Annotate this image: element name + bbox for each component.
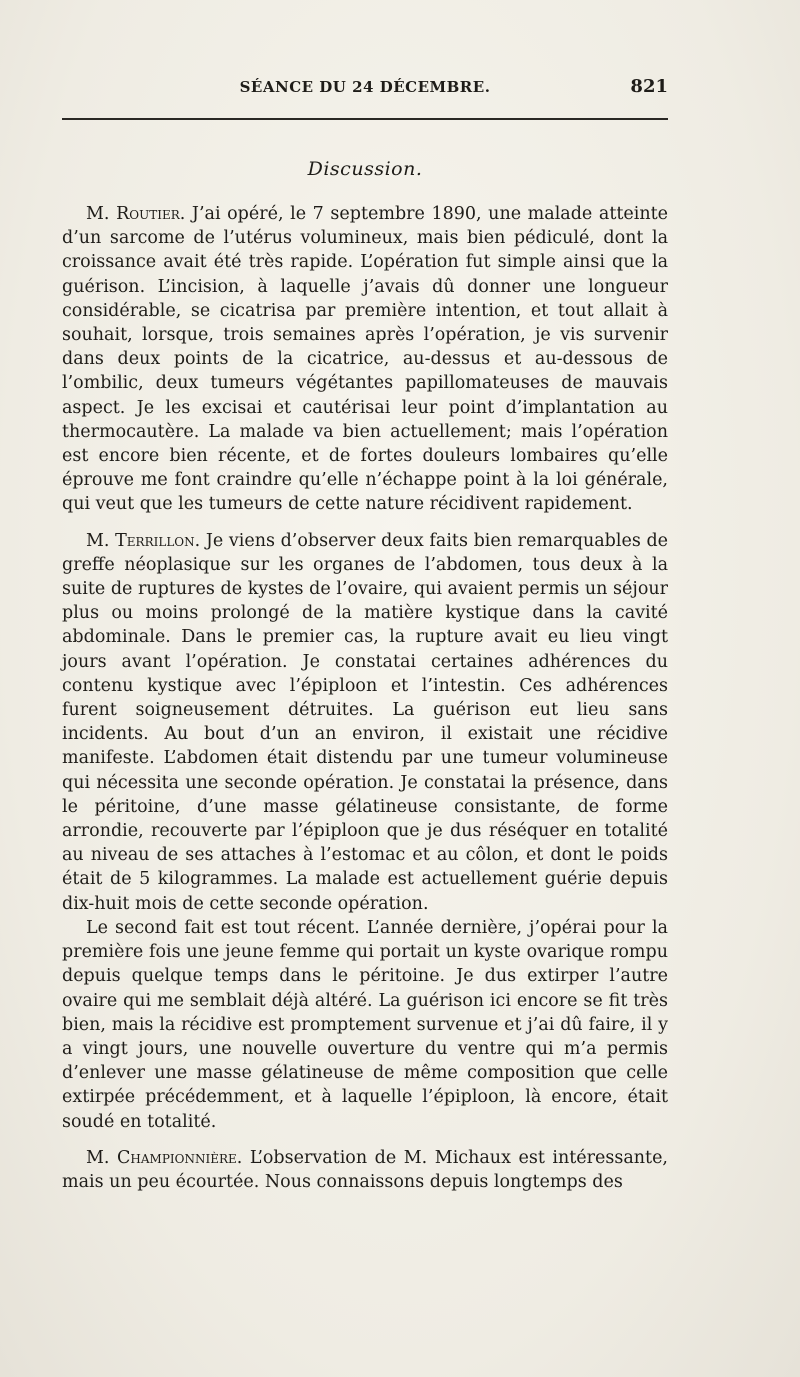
page-number: 821 — [630, 76, 668, 97]
paragraph-terrillon — [62, 529, 668, 916]
speaker-name: M. Championnière. — [86, 1147, 243, 1168]
speaker-name: M. Routier. — [86, 204, 186, 224]
speaker-name: M. Terrillon. — [86, 530, 201, 551]
paragraph-text: Le second fait est tout récent. L’année dernière, j’opérai pour la première fois une jeune femme qui portait un kyste ovarique rompu depuis quelque temps dans le péritoine. Je dus extirper l’autre ovaire qui me semblait déjà altéré. La guérison ici encore se fit très bien, mais la récidive est promptement survenue et j’ai dû faire, il y a vingt jours, une nouvelle ouverture du ventre qui m’a permis d’enlever une masse gélatineuse de même composition que celle extirpée précédemment, et à laquelle l’épiploon, là encore, était soudé en totalité. — [62, 917, 668, 1132]
paragraph-text: J’ai opéré, le 7 septembre 1890, une malade atteinte d’un sarcome de l’utérus volumineux, mais bien pédiculé, dont la croissance avait été très rapide. L’opération fut simple ainsi que la guérison. L’incision, à laquelle j’avais dû donner une longueur considérable, se cicatrisa par première intention, et tout allait à souhait, lorsque, trois semaines après l’opération, je vis survenir dans deux points de la cicatrice, au-dessus et au-dessous de l’ombilic, deux tumeurs végétantes papillomateuses de mauvais aspect. Je les excisai et cautérisai leur point d’implantation au thermocautère. La malade va bien actuellement; mais l’opération est encore bien récente, et de fortes douleurs lombaires qu’elle éprouve me font craindre qu’elle n’échappe point à la loi générale, qui veut que les tumeurs de cette nature récidivent rapidement. — [62, 204, 669, 515]
paragraph-championniere — [62, 1146, 668, 1194]
page-header — [62, 78, 668, 104]
paragraph-routier — [62, 202, 668, 517]
section-title: Discussion. — [307, 158, 423, 180]
paragraph-text: L’observation de M. Michaux est intéressante, mais un peu écourtée. Nous connaissons depuis longtemps des — [62, 1147, 668, 1192]
body-text — [62, 202, 668, 1194]
paragraph-second-case — [62, 916, 668, 1134]
paragraph-text: Je viens d’observer deux faits bien remarquables de greffe néoplasique sur les organes de l’abdomen, tous deux à la suite de ruptures de kystes de l’ovaire, qui avaient permis un séjour plus ou moins prolongé de la matière kystique dans la cavité abdominale. Dans le premier cas, la rupture avait eu lieu vingt jours avant l’opération. Je constatai certaines adhérences du contenu kystique avec l’épiploon et l’intestin. Ces adhérences furent soigneusement détruites. La guérison eut lieu sans incidents. Au bout d’un an environ, il existait une récidive manifeste. L’abdomen était distendu par une tumeur volumineuse qui nécessita une seconde opération. Je constatai la présence, dans le péritoine, d’une masse gélatineuse consistante, de forme arrondie, recouverte par l’épiploon que je dus réséquer en totalité au niveau de ses attaches à l’estomac et au côlon, et dont le poids était de 5 kilogrammes. La malade est actuellement guérie depuis dix-huit mois de cette seconde opération. — [62, 530, 668, 914]
running-title: SÉANCE DU 24 DÉCEMBRE. — [239, 78, 491, 96]
header-rule — [62, 118, 668, 120]
